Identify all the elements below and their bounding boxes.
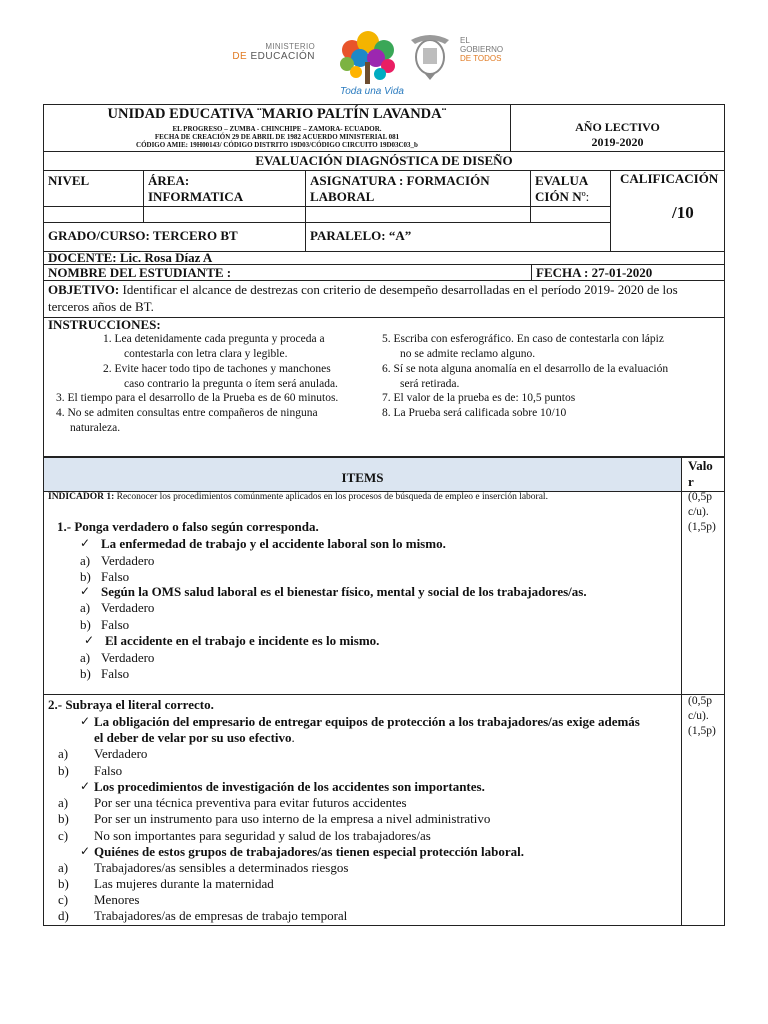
toda-una-vida-text: Toda una Vida <box>340 86 404 97</box>
q1-s3-opt-a[interactable]: Verdadero <box>101 650 155 665</box>
school-name: UNIDAD EDUCATIVA ¨MARIO PALTÍN LAVANDA¨ <box>107 106 447 122</box>
instruction-5a: 5. Escriba con esferográfico. En caso de contestarla con lápiz <box>382 333 664 345</box>
q1-statement-1: La enfermedad de trabajo y el accidente laboral son lo mismo. <box>101 536 446 551</box>
area-value: INFORMATICA <box>148 189 244 204</box>
instruction-6b: será retirada. <box>400 378 460 390</box>
q2-statement-2: Los procedimientos de investigación de los accidentes son importantes. <box>94 779 485 794</box>
nivel-label: NIVEL <box>48 173 90 188</box>
instruction-2a: 2. Evite hacer todo tipo de tachones y manchones <box>103 363 331 375</box>
q1-value-1: (0,5p <box>688 491 712 503</box>
school-line2: FECHA DE CREACIÓN 29 DE ABRIL DE 1982 ACUERDO MINISTERIAL 081 <box>154 133 400 141</box>
docente: DOCENTE: Lic. Rosa Díaz A <box>48 250 213 265</box>
q2-statement-1-line1: La obligación del empresario de entregar equipos de protección a los trabajadores/as exige además <box>94 714 640 729</box>
items-title: ITEMS <box>341 470 384 485</box>
instruction-8: 8. La Prueba será calificada sobre 10/10 <box>382 407 567 419</box>
q1-s1-opt-a[interactable]: Verdadero <box>101 553 155 568</box>
evaluacion-number: CIÓN Nº: <box>535 189 590 204</box>
q2-s2-opt-c[interactable]: No son importantes para seguridad y salud de los trabajadores/as <box>94 828 431 843</box>
q2-s2-opt-b-letter: b) <box>58 811 69 826</box>
toda-una-vida-logo <box>330 28 404 104</box>
q1-s2-opt-b[interactable]: Falso <box>101 617 130 632</box>
q2-s2-opt-a[interactable]: Por ser una técnica preventiva para evitar futuros accidentes <box>94 795 407 810</box>
q1-statement-3: El accidente en el trabajo e incidente es lo mismo. <box>105 633 380 648</box>
gobierno-logo <box>405 30 515 82</box>
q1-statement-2: Según la OMS salud laboral es el bienestar físico, mental y social de los trabajadores/as. <box>101 584 587 599</box>
q2-s3-opt-a[interactable]: Trabajadores/as sensibles a determinados riesgos <box>94 860 349 875</box>
q2-s3-opt-b[interactable]: Las mujeres durante la maternidad <box>94 876 274 891</box>
indicator-1: INDICADOR 1: Reconocer los procedimientos comúnmente aplicados en los procesos de búsqueda de empleo e inserción laboral. <box>48 492 548 502</box>
q2-s1-opt-b[interactable]: Falso <box>94 763 123 778</box>
q2-statement-1-line2: el deber de velar por su uso efectivo. <box>94 730 295 745</box>
q2-s2-opt-c-letter: c) <box>58 828 69 843</box>
q1-s3-opt-a-letter: a) <box>80 650 91 665</box>
valor-label-2: r <box>688 474 694 489</box>
q2-statement-3: Quiénes de estos grupos de trabajadores/as tienen especial protección laboral. <box>94 844 524 859</box>
objetivo-line1: OBJETIVO: Identificar el alcance de destrezas con criterio de desempeño desarrolladas en el período 2019- 2020 de los <box>48 282 678 297</box>
q1-value-2: c/u). <box>688 506 709 518</box>
check-icon: ✓ <box>84 633 95 647</box>
asignatura-value: LABORAL <box>310 189 375 204</box>
nombre-estudiante: NOMBRE DEL ESTUDIANTE : <box>48 265 232 280</box>
q2-s2-opt-b[interactable]: Por ser un instrumento para uso interno de la empresa a nivel administrativo <box>94 811 491 826</box>
objetivo-line2: terceros años de BT. <box>48 299 154 314</box>
evaluacion-label: EVALUA <box>535 173 589 188</box>
instruction-4a: 4. No se admiten consultas entre compañeros de ninguna <box>56 407 318 419</box>
instruction-7: 7. El valor de la prueba es de: 10,5 puntos <box>382 392 576 404</box>
valor-label-1: Valo <box>688 458 713 473</box>
paralelo: PARALELO: “A” <box>310 228 412 243</box>
q2-value-2: c/u). <box>688 710 709 722</box>
q2-s1-opt-b-letter: b) <box>58 763 69 778</box>
school-line1: EL PROGRESO – ZUMBA - CHINCHIPE – ZAMORA- ECUADOR. <box>172 125 382 133</box>
q2-s3-opt-d-letter: d) <box>58 908 69 923</box>
check-icon: ✓ <box>80 536 91 550</box>
fecha: FECHA : 27-01-2020 <box>536 265 653 280</box>
q2-s3-opt-d[interactable]: Trabajadores/as de empresas de trabajo temporal <box>94 908 348 923</box>
calificacion-label: CALIFICACIÓN <box>620 171 719 186</box>
q2-s3-opt-b-letter: b) <box>58 876 69 891</box>
q1-s1-opt-b-letter: b) <box>80 569 91 584</box>
check-icon: ✓ <box>80 844 91 858</box>
instructions-title: INSTRUCCIONES: <box>48 317 161 332</box>
q1-s2-opt-a-letter: a) <box>80 600 91 615</box>
instruction-4b: naturaleza. <box>70 422 121 434</box>
ministerio-line2: DE EDUCACIÓN <box>232 51 315 62</box>
school-line3: CÓDIGO AMIE: 19H00143/ CÓDIGO DISTRITO 19D03/CÓDIGO CIRCUITO 19D03C03_b <box>136 141 418 149</box>
q2-s1-opt-a[interactable]: Verdadero <box>94 746 148 761</box>
ministerio-logo <box>225 42 315 72</box>
q2-s2-opt-a-letter: a) <box>58 795 69 810</box>
q1-s3-opt-b-letter: b) <box>80 666 91 681</box>
q2-value-1: (0,5p <box>688 695 712 707</box>
year-value: 2019-2020 <box>591 135 644 149</box>
check-icon: ✓ <box>80 584 91 598</box>
check-icon: ✓ <box>80 779 91 793</box>
instruction-6a: 6. Sí se nota alguna anomalía en el desarrollo de la evaluación <box>382 363 669 375</box>
area-label: ÁREA: <box>148 173 190 188</box>
gobierno-text: EL GOBIERNO DE TODOS <box>460 36 504 63</box>
check-icon: ✓ <box>80 714 91 728</box>
instruction-2b: caso contrario la pregunta o ítem será anulada. <box>124 378 338 390</box>
instruction-3: 3. El tiempo para el desarrollo de la Prueba es de 60 minutos. <box>56 392 339 404</box>
year-label: AÑO LECTIVO <box>575 120 660 134</box>
instruction-1a: 1. Lea detenidamente cada pregunta y proceda a <box>103 333 325 345</box>
question-2-title: 2.- Subraya el literal correcto. <box>48 697 214 712</box>
eval-title: EVALUACIÓN DIAGNÓSTICA DE DISEÑO <box>255 153 513 168</box>
question-1-title: 1.- Ponga verdadero o falso según corresponda. <box>57 519 319 534</box>
instruction-1b: contestarla con letra clara y legible. <box>124 348 288 360</box>
q2-s3-opt-c[interactable]: Menores <box>94 892 140 907</box>
q2-s3-opt-c-letter: c) <box>58 892 69 907</box>
q1-s2-opt-b-letter: b) <box>80 617 91 632</box>
asignatura-label: ASIGNATURA : FORMACIÓN <box>310 173 490 188</box>
instruction-5b: no se admite reclamo alguno. <box>400 348 536 360</box>
q1-s3-opt-b[interactable]: Falso <box>101 666 130 681</box>
coat-of-arms-icon <box>405 30 455 80</box>
ministerio-line1: MINISTERIO <box>265 42 315 51</box>
q1-s1-opt-a-letter: a) <box>80 553 91 568</box>
q1-s1-opt-b[interactable]: Falso <box>101 569 130 584</box>
q1-s2-opt-a[interactable]: Verdadero <box>101 600 155 615</box>
q2-s3-opt-a-letter: a) <box>58 860 69 875</box>
score-value: /10 <box>672 203 694 222</box>
q1-value-3: (1,5p) <box>688 521 716 533</box>
q2-value-3: (1,5p) <box>688 725 716 737</box>
q2-s1-opt-a-letter: a) <box>58 746 69 761</box>
grado-curso: GRADO/CURSO: TERCERO BT <box>48 228 238 243</box>
